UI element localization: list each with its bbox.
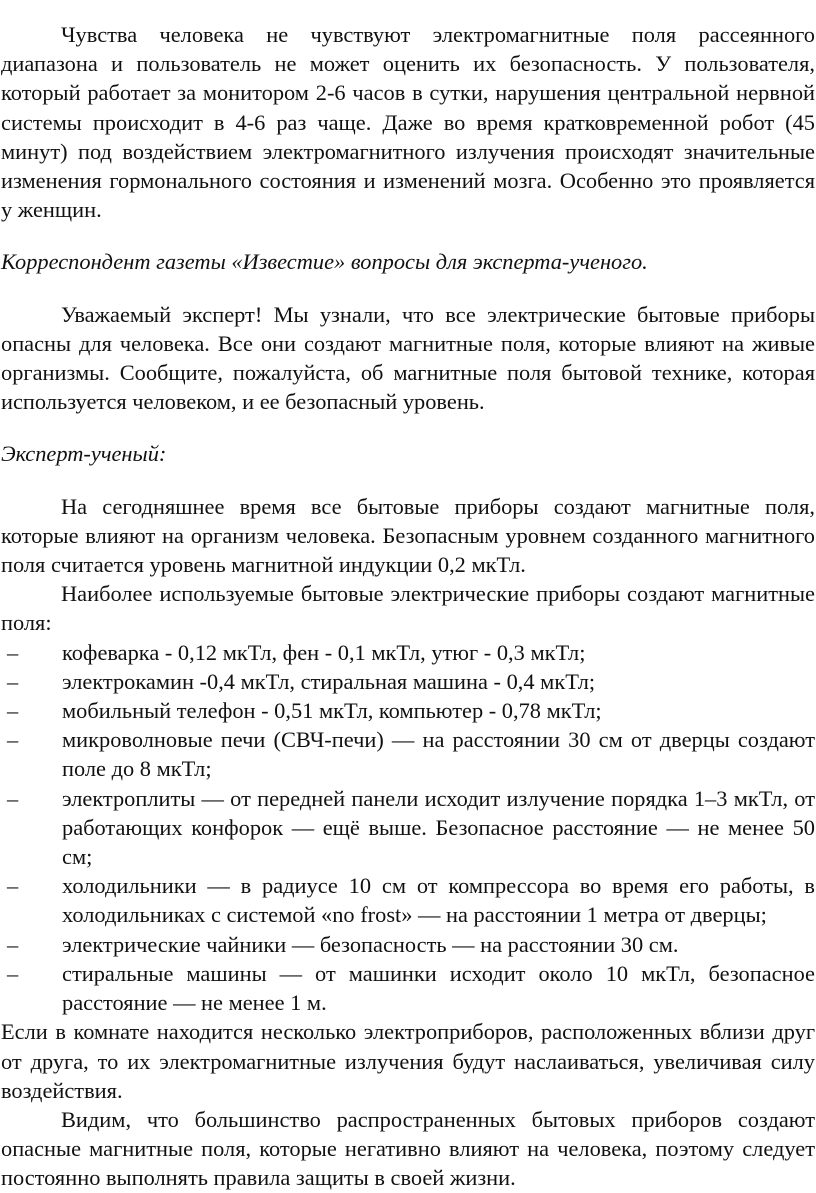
expert-heading: Эксперт-ученый: xyxy=(1,441,167,467)
dash-bullet-icon: – xyxy=(7,960,19,986)
list-item xyxy=(1,871,815,929)
list-item xyxy=(1,930,815,959)
dash-bullet-icon: – xyxy=(7,931,19,957)
conclusion-paragraph: Видим, что большинство распространенных бытовых приборов создают опасные магнитные поля, которые негативно влияют на человека, поэтому следует постоянно выполнять правила защиты в своей жизни. xyxy=(1,1106,815,1191)
dash-bullet-icon: – xyxy=(7,698,19,724)
list-item-text: мобильный телефон - 0,51 мкТл, компьютер - 0,78 мкТл; xyxy=(62,698,602,724)
list-item xyxy=(1,784,815,872)
correspondent-heading: Корреспондент газеты «Известие» вопросы для эксперта-ученого. xyxy=(1,249,648,275)
list-item xyxy=(1,667,815,696)
dash-bullet-icon: – xyxy=(7,873,19,899)
list-item-text: кофеварка - 0,12 мкТл, фен - 0,1 мкТл, утюг - 0,3 мкТл; xyxy=(62,639,586,665)
dash-bullet-icon: – xyxy=(7,639,19,665)
list-item xyxy=(1,959,815,1017)
list-item xyxy=(1,638,815,667)
appliance-list xyxy=(1,638,815,1018)
dash-bullet-icon: – xyxy=(7,727,19,753)
list-item xyxy=(1,696,815,725)
correspondent-question: Уважаемый эксперт! Мы узнали, что все электрические бытовые приборы опасны для человека. Все они создают магнитные поля, которые влияют на живые организмы. Сообщите, пожалуйста, об магнитные поля бытовой технике, которая используется человеком, и ее безопасный уровень. xyxy=(1,301,815,415)
dash-bullet-icon: – xyxy=(7,785,19,811)
list-item-text: электроплиты — от передней панели исходит излучение порядка 1–3 мкТл, от работающих конфорок — ещё выше. Безопасное расстояние — не менее 50 см; xyxy=(62,785,815,870)
list-item-text: холодильники — в радиусе 10 см от компрессора во время его работы, в холодильниках с системой «no frost» — на расстоянии 1 метра от дверцы; xyxy=(62,873,815,928)
dash-bullet-icon: – xyxy=(7,668,19,694)
expert-answer-paragraph-1: На сегодняшнее время все бытовые приборы создают магнитные поля, которые влияют на организм человека. Безопасным уровнем созданного магнитного поля считается уровень магнитной индукции 0,2 мкТл. xyxy=(1,493,815,578)
expert-answer-paragraph-2: Наиболее используемые бытовые электрические приборы создают магнитные поля: xyxy=(1,581,815,636)
after-list-paragraph: Если в комнате находится несколько электроприборов, расположенных вблизи друг от друга, то их электромагнитные излучения будут наслаиваться, увеличивая силу воздействия. xyxy=(1,1019,815,1103)
list-item-text: микроволновые печи (СВЧ-печи) — на расстоянии 30 см от дверцы создают поле до 8 мкТл; xyxy=(62,727,815,782)
intro-paragraph: Чувства человека не чувствуют электромагнитные поля рассеянного диапазона и пользователь не может оценить их безопасность. У пользователя, который работает за монитором 2-6 часов в сутки, нарушения центральной нервной системы происходит в 4-6 раз чаще. Даже во время кратковременной робот (45 минут) под воздействием электромагнитного излучения происходят значительные изменения гормонального состояния и изменений мозга. Особенно это проявляется у женщин. xyxy=(1,22,815,223)
list-item xyxy=(1,725,815,783)
list-item-text: стиральные машины — от машинки исходит около 10 мкТл, безопасное расстояние — не менее 1 м. xyxy=(62,960,815,1016)
list-item-text: электрокамин -0,4 мкТл, стиральная машина - 0,4 мкТл; xyxy=(62,668,596,694)
list-item-text: электрические чайники — безопасность — на расстоянии 30 см. xyxy=(62,931,679,957)
